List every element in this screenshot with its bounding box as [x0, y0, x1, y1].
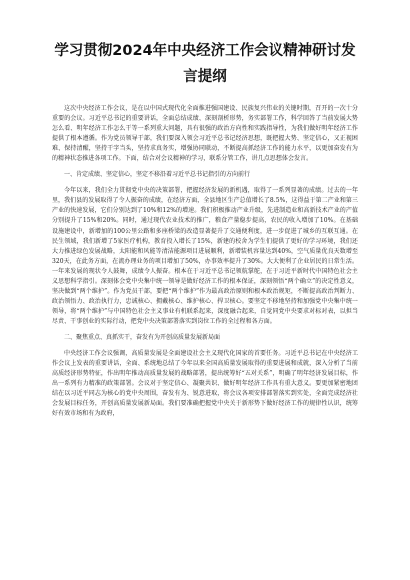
section-heading-2: 二、聚焦重点、真抓实干，奋发有为开创高质量发展新局面 [64, 333, 221, 341]
section-heading-1: 一、肯定成绩、坚定信心，坚定不移沿着习近平总书记指引的方向前行 [64, 171, 251, 179]
document-title: 学习贯彻2024年中央经济工作会议精神研讨发言提纲 [54, 43, 356, 85]
section-2-paragraph: 中央经济工作会议强调，高质量发展是全面建设社会主义现代化国家的首要任务。习近平总书记在中央经济工作会议上发表的重要讲话，全面、系统地总结了今年以来全国高质量发展取得的重要进展和成就，深入分析了当前高质经济形势特征，作出明年推动高质量发展的战略部署，提出统筹好“五对关系”，明确了明年经济发展目标，作出一系列有力精准的政策部署。会议对于坚定信心、凝聚共识、做好明年经济工作具有重大意义。要更加紧密地团结在以习近平同志为核心的党中央周围，奋发有为、锐意进取，将会议各项安排部署落实到实处，全面完成经济社会发展目标任务，开创高质量发展新局面。我们要准确把握党中央关于新形势下做好经济工作的规律性认识，统筹好有效市场和有为政府， [52, 350, 358, 418]
section-1-paragraph: 今年以来，我们全力贯彻党中央的决策部署，把握经济发展的新机遇，取得了一系列显著的成绩。过去的一年里，我们县的发展取得了令人振奋的成绩，在经济方面，全县地区生产总值增长了8.5%，这得益于第二产业和第三产业的快速发展，它们分别达到了10%和12%的增速。我们积极推动产业升级，先进制造业和高新技术产业的产值分别提升了15%和20%。同时，通过现代农业技术的推广，粮食产量稳步提高，农民的收入增加了10%。在基础设施建设中，新增加的100公里公路和多座桥梁的改造显著提升了交通便利度，进一步促进了城乡的互联互通。在民生领域，我们新增了5家医疗机构，教育投入增长了15%，新建的校舍为学生们提供了更好的学习环境，我们还大力推进绿色发展战略，太阳能和风能等清洁能源项目进展顺利，新增装机容量达到40%，空气质量优良天数增至320天，在此务方面，在流办理业务的项目增加了50%，办事效率提升了30%。大大便利了企业居民的日常生活。一年来发展的现状令人鼓舞，成绩令人振奋。根本在于习近平总书记领航掌舵，在于习近平新时代中国特色社会主义思想科学指引。深刻体会党中央集中统一领导是做好经济工作的根本保证，深刻领悟“两个确立”的决定性意义，坚决做到“两个维护”。作为党员干部，要把“两个维护”作为最高政治原则和根本政治规矩，不断提高政治判断力、政治领悟力、政治执行力，忠诚核心、拥戴核心、维护核心、捍卫核心。要坚定不移地坚持和加强党中央集中统一领导，将“两个维护”与中国特色社会主义事业有机联系起来，深度融合起来，自觉同党中央要求对标对表，以担当尽责、干事创业的实际行动，把党中央决策部署落实到岗位工作的全过程和各方面。 [52, 187, 358, 325]
intro-paragraph: 这次中央经济工作会议，是在以中国式现代化全面推进强国建设、民族复兴伟业的关键时期，召开的一次十分重要的会议。习近平总书记的重要讲话，全面总结成绩、深刻剖析形势，务实部署工作，科学回答了当前发展大势怎么看、明年经济工作怎么干等一系列重大问题，具有很强的政治方向性和实践指导性，为我们做好明年经济工作提供了根本遵循。作为党员领导干部，我们要深入领会习近平总书记经济思想，既把握大势、坚定信心，又正视困难、保持清醒，坚持干字当头，坚持求真务实，增强协同联动，不断提高抓经济工作的能力水平，以更加奋发有为的精神状态推进各项工作。下面，结合对会议精神的学习，联系分管工作，讲几点思想体会发言。 [52, 105, 358, 163]
